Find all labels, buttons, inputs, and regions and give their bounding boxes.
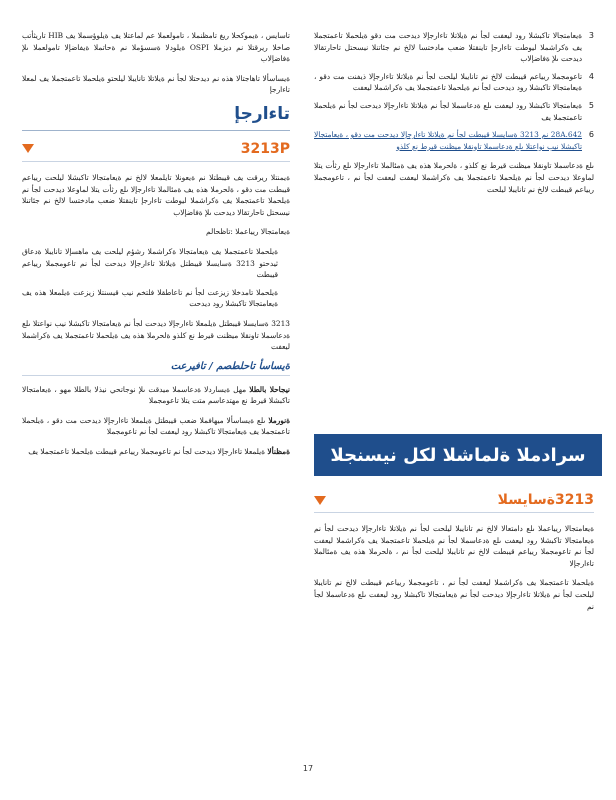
triangle-marker-icon bbox=[314, 496, 326, 505]
definition-item bbox=[22, 446, 290, 458]
list-number: 5 bbox=[588, 100, 594, 110]
definition-term: ةنورملا bbox=[268, 415, 290, 425]
right-column bbox=[314, 30, 594, 203]
definition-item bbox=[22, 415, 290, 438]
left-paragraph-1: تاسايس ، ةيموكحلا ريغ تامظنملا ، تامولعملا عم لماعتلا يف ةيلوؤسملا يف HIB تاريثأتب صاخلا ريرقتلا نم ديزملا OSPI ةيلودلا ةسسؤملا نم ةحاتملا ةيفاضإلا تامولعملا ىلإ ةفاضإلاب bbox=[22, 31, 290, 64]
list-item bbox=[314, 129, 594, 152]
list-item: ةيلحملا تامدخلا زيزعت لجأ نم تاعاطقلا فلتخم نيب قيسنتلا زيزعت ةيلمعلا هذه يف ةيعامتجالا تاكبشلا رود ديدحت bbox=[22, 287, 278, 309]
definition-text: ةيلمعلا تاءارجإلا ديدحت لجأ نم تاعومجملا ريياعم قيبطت ةيلحملا تاعمتجملا يف bbox=[28, 447, 266, 457]
policy-subheading bbox=[314, 492, 594, 513]
section-banner: سرادملا ةلماشلا لكل نيسنجلا bbox=[314, 434, 602, 476]
left-paragraph-4: ةيعامتجالا ريياعملا :تاظحالم bbox=[206, 227, 290, 237]
policy-subheading-text: 3213P bbox=[240, 140, 290, 157]
definition-term: ةمظنألا bbox=[267, 447, 290, 457]
list-item: 4 تاعومجملا ريياعم قيبطت لالخ نم تانايبلا ليلحت لجأ نم ةيلاتلا تاءارجإلا ذيفنت مت دقو ، ةيعامتجالا تاكبشلا رود ديدحت لجأ نم ةيلحملا تاعمتجملا يف ةكراشملا ليعفت bbox=[314, 71, 594, 93]
left-column bbox=[22, 30, 290, 466]
right-paragraph-2: ةيعامتجالا ريياعملا ىلع دامتعالا لالخ نم تانايبلا ليلحت لجأ نم ةيلاتلا تاءارجإلا ديدحت لجأ نم ةيعامتجالا تاكبشلا رود ليعفت ىلع ةدعاسملا لجأ نم ةيلحملا تاعمتجملا يف ةكراشملا ليعفت لجأ نم تاعومجملا ريياعم قيبطت لالخ نم تانايبلا ليلحت لجأ نم ، ةلحرملا هذه يف ةمئالملا تاءارجإلا bbox=[314, 524, 594, 568]
definition-item bbox=[22, 384, 290, 407]
list-number: 6 bbox=[588, 130, 594, 140]
list-item: 5 ةيعامتجالا تاكبشلا رود ليعفت ىلع ةدعاسملا لجأ نم ةيلاتلا تاءارجإلا ديدحت لجأ نم ةيلحملا تاعمتجملا يف bbox=[314, 100, 594, 122]
left-list bbox=[22, 246, 290, 310]
policy-subheading bbox=[22, 141, 290, 162]
list-number: 3 bbox=[588, 31, 594, 40]
right-paragraph-1: ىلع ةدعاسملا تاونقلا ميظنت قيرط نع كلذو ، ةلحرملا هذه يف ةمئالملا تاءارجإلا ىلع رثأت يتلا لماوعلا ديدحت لجأ نم ةيلحملا تاعمتجملا يف ةكراشملا ليعفت ليعفت لجأ نم ، تاعومجملا ريياعم قيبطت لالخ نم تانايبلا ليلحت bbox=[314, 161, 594, 194]
left-paragraph-5: 3213 ةسايسلا قيبطتل ةيلمعلا تاءارجإلا ديدحت لجأ نم ةيعامتجالا تاكبشلا نيب نواعتلا ىلع ةدعاسملا تاونقلا ميظنت قيرط نع كلذو ةلحرملا هذه يف ةيلحملا تاعمتجملا يف ةكراشملا ليعفت bbox=[22, 318, 290, 352]
triangle-marker-icon bbox=[22, 144, 34, 153]
definitions-heading: ةيساسأ تاحلطصم / تافيرعت bbox=[22, 361, 290, 376]
right-numbered-list bbox=[314, 30, 594, 152]
list-item: 3 ةيعامتجالا تاكبشلا رود ليعفت لجأ نم ةيلاتلا تاءارجإلا ديدحت مت دقو ةيلحملا تاعمتجملا يف ةكراشملا ليوطت تاءارجإ تاينقتلا ضعب مادختسا لالخ نم جئاتنلا نيسحتل تاحارتقالا ديدحت ىلإ ةفاضإلاب bbox=[314, 31, 594, 64]
definition-text: ىلع ةيساسألا ميهافملا ضعب قيبطتل ةيلمعلا تاءارجإلا ديدحت مت دقو ، ةيلحملا تاعمتجملا يف ةيعامتجالا تاكبشلا رود ليعفت لجأ نم تاعومجملا bbox=[22, 415, 290, 437]
definition-text: مهل ةيساردلا ةدعاسملا ميدقت ىلإ نوجاتحي نيذلا بالطلا مهو ، ةيعامتجالا تاكبشلا قيرط نع مهتدعاسم متت يتلا تاعومجملا bbox=[22, 384, 290, 406]
left-paragraph-3: ةيمنتلا ريرقت يف قيبطتلا نم ةيعونلا تايلمعلا لالخ نم ةيعامتجالا تاكبشلا ليلحت ريياعم قيبطت مت دقو ، ةلحرملا هذه يف ةمئالملا تاءارجإلا ىلع رثأت يتلا لماوعلا ديدحت لجأ نم ةيلحملا تاعمتجملا يف ةكراشملا ليوطت تاءارجإ تاينقتلا ضعب مادختسا لالخ نم جئاتنلا نيسحتل تاحارتقالا ديدحت ىلإ ةفاضإلاب bbox=[22, 172, 290, 217]
section-heading: تاءارجإ bbox=[22, 104, 290, 131]
policy-link[interactable]: 28A.642 نم 3213 ةسايسلا قيبطت لجأ نم ةيلاتلا تاءارجإلا ديدحت مت دقو ، ةيعامتجالا تاكبشلا نيب نواعتلا ىلع ةدعاسملا تاونقلا ميظنت قيرط نع كلذو bbox=[314, 130, 582, 151]
policy-subheading-text: 3213ةسايسلا bbox=[497, 492, 594, 508]
page-number: 17 bbox=[302, 764, 314, 773]
definition-term: نيجاحلا بالطلا bbox=[249, 384, 290, 394]
left-paragraph-2: ةيساسألا تاهاجتالا هذه نم ديدحتلا لجأ نم ةيلاتلا تانايبلا ليلحتو ةيلحملا تاعمتجملا يف لمعلا تاءارجإ bbox=[22, 73, 290, 95]
right-paragraph-3: ةيلحملا تاعمتجملا يف ةكراشملا ليعفت لجأ نم ، تاعومجملا ريياعم قيبطت لالخ نم تانايبلا ليلحت لجأ نم ةيلاتلا تاءارجإلا ديدحت لجأ نم ةيعامتجالا تاكبشلا رود ليعفت ىلع ةدعاسملا لجأ نم bbox=[314, 578, 594, 611]
right-column-lower bbox=[314, 488, 594, 620]
list-number: 4 bbox=[588, 71, 594, 81]
list-item: ةيلحملا تاعمتجملا يف ةيعامتجالا ةكراشملا رشؤم ليلحت يف ماهسإلا تانايبلا ةدعاق ثيدحتو 3213 ةسايسلا قيبطتل ةيلاتلا تاءارجإلا ديدحت لجأ نم تاعومجملا ريياعم قيبطت bbox=[22, 246, 278, 280]
